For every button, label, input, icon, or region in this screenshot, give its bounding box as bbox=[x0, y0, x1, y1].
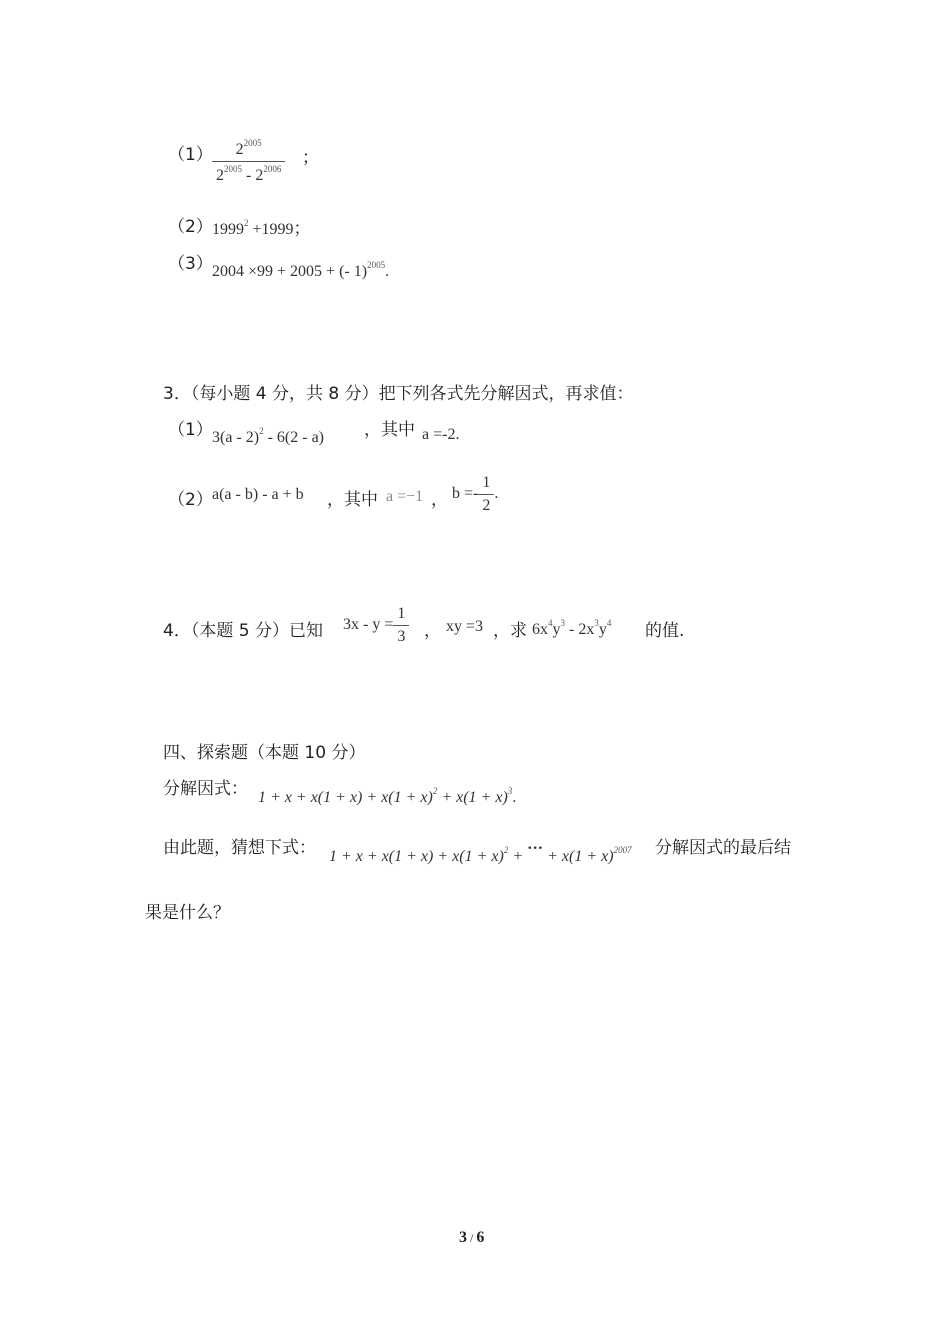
fraction-expression: $\frac{2^{2005}}{2^{2005} - 2^{2006}}$ bbox=[212, 138, 285, 185]
item-label: （3） bbox=[168, 254, 213, 274]
section-title: 四、探索题（本题 10 分） bbox=[163, 743, 366, 763]
item-label: （1） bbox=[168, 420, 213, 440]
question-text: 分解因式的最后结 bbox=[655, 838, 791, 858]
condition-value: a =-2. bbox=[422, 426, 460, 443]
question-text: 分解因式： bbox=[163, 779, 248, 799]
question-text: 由此题，猜想下式： bbox=[163, 838, 316, 858]
question-text: 4．（本题 5 分）已知 bbox=[163, 621, 323, 641]
math-expression: $1 + x + x(1 + x) + x(1 + x)^2 + x(1 + x)^3$. bbox=[258, 786, 517, 806]
condition-value: a =−1 bbox=[386, 488, 424, 505]
punct: ； bbox=[302, 148, 319, 168]
question-text: 果是什么？ bbox=[145, 903, 230, 923]
condition-text: ，其中 bbox=[327, 490, 378, 510]
math-expression: $1 + x + x(1 + x) + x(1 + x)^2$ + ··· + $x(1 + x)^{2007}$ bbox=[329, 840, 632, 865]
condition-text: ，其中 bbox=[364, 420, 415, 440]
math-expression: $1999^2 +1999$； bbox=[212, 218, 311, 239]
item-label: （1） bbox=[168, 145, 213, 165]
page-number: 3 / 6 bbox=[459, 1229, 485, 1246]
question-heading: 3．（每小题 4 分，共 8 分）把下列各式先分解因式，再求值： bbox=[163, 384, 634, 404]
math-expression: $6x^4y^3 - 2x^3y^4$ bbox=[532, 618, 612, 638]
math-expression: a(a - b) - a + b bbox=[212, 486, 304, 503]
question-text: 的值. bbox=[645, 621, 685, 641]
item-label: （2） bbox=[168, 217, 213, 237]
math-expression: xy =3 bbox=[446, 618, 484, 635]
math-expression: 3x - y = $\frac{1}{3}$ bbox=[343, 605, 409, 646]
math-expression: 3(a - 2)$^2$ - 6(2 - a) bbox=[212, 426, 325, 446]
punct: ， bbox=[431, 490, 448, 510]
punct: ， bbox=[424, 621, 441, 641]
condition-value: b =- $\frac{1}{2}$ . bbox=[452, 474, 499, 514]
question-text: ，求 bbox=[493, 621, 527, 641]
math-expression: 2004 ×99 + 2005 + (- 1)$^{2005}$. bbox=[212, 260, 390, 280]
item-label: （2） bbox=[168, 490, 213, 510]
